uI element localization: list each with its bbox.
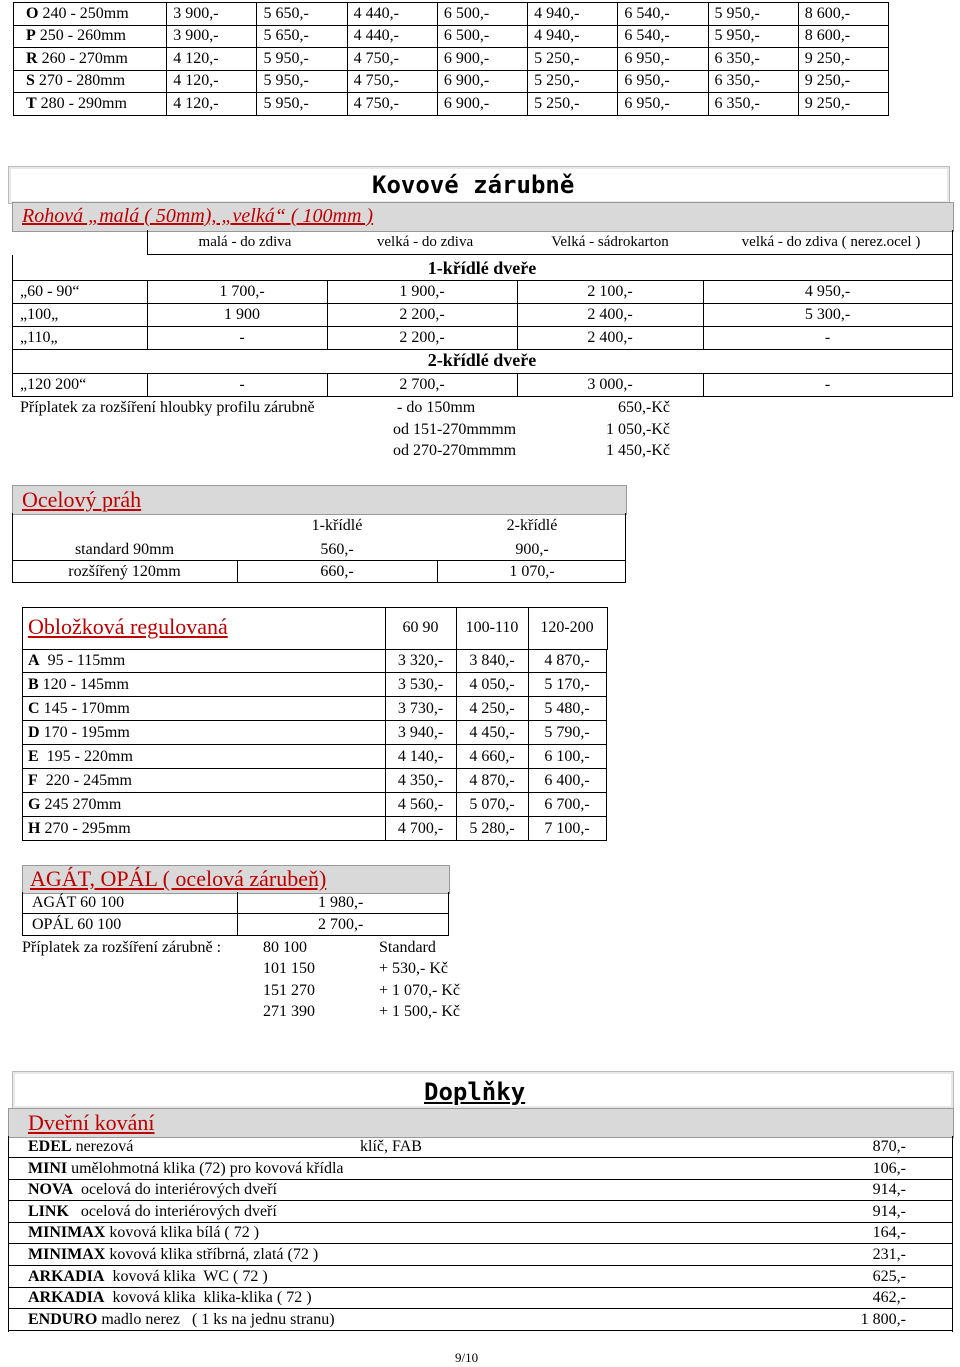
doplnky-row-line — [8, 1179, 953, 1180]
oblozkova-row-value: 4 250,- — [469, 700, 515, 717]
oblozkova-row-value: 6 400,- — [544, 772, 590, 789]
doplnky-row-line — [8, 1222, 953, 1223]
top-row-value: 6 350,- — [708, 70, 798, 93]
agat-surcharge-label: Příplatek za rozšíření zárubně : — [22, 939, 222, 956]
agat-surcharge-range-0: 80 100 — [263, 939, 307, 956]
doplnky-item-name: MINIMAX — [28, 1224, 106, 1242]
doplnky-item-name: ENDURO — [28, 1310, 98, 1328]
top-row-value: 6 900,- — [437, 93, 527, 116]
prah-row-1-v2: 1 070,- — [509, 563, 555, 580]
doplnky-item-label — [28, 1160, 344, 1178]
top-row-range: 270 - 280mm — [34, 72, 126, 90]
doplnky-item-label — [28, 1181, 277, 1199]
doplnky-subtitle: Dveřní kování — [28, 1110, 155, 1135]
doplnky-item-label — [28, 1311, 335, 1329]
oblozkova-row-letter: E — [28, 748, 39, 765]
oblozkova-row-value: 4 050,- — [469, 676, 515, 693]
agat-surcharge-price-2: + 1 070,- Kč — [379, 982, 461, 999]
agat-row-1-label: OPÁL 60 100 — [32, 916, 122, 933]
top-row-value: 6 350,- — [708, 48, 798, 71]
kovove-row-value: - — [239, 329, 245, 346]
kovove-col-nerez: velká - do zdiva ( nerez.ocel ) — [741, 234, 921, 250]
oblozkova-row-letter: C — [28, 700, 40, 717]
top-row-value: 5 950,- — [708, 25, 798, 48]
doplnky-item-price: 1 800,- — [860, 1310, 906, 1328]
page-number: 9/10 — [455, 1350, 479, 1365]
oblozkova-row-range: 95 - 115mm — [39, 652, 126, 669]
doplnky-item-price: 462,- — [872, 1289, 906, 1307]
oblozkova-col-1: 60 90 — [402, 619, 439, 636]
top-row-value: 6 350,- — [708, 93, 798, 116]
kovove-row-value: 2 700,- — [399, 376, 445, 393]
oblozkova-row-value: 5 170,- — [544, 676, 590, 693]
doplnky-item-desc: ocelová do interiérových dveří — [68, 1202, 277, 1220]
top-row-value: 6 540,- — [618, 3, 708, 26]
oblozkova-row-letter: G — [28, 796, 41, 813]
oblozkova-row-value: 3 320,- — [397, 652, 444, 669]
oblozkova-row-value: 4 450,- — [469, 724, 515, 741]
kovove-row-label: „100„ — [20, 306, 59, 323]
top-row-value: 8 600,- — [798, 3, 888, 26]
prah-col-1: 1-křídlé — [311, 517, 363, 534]
agat-row-1-price: 2 700,- — [318, 916, 364, 933]
oblozkova-row-value: 5 070,- — [469, 796, 515, 813]
oblozkova-row-range: 145 - 170mm — [39, 700, 130, 717]
doplnky-item-desc: kovová klika stříbrná, zlatá (72 ) — [105, 1246, 319, 1263]
top-row-value: 5 950,- — [708, 3, 798, 26]
top-row-value: 4 940,- — [528, 3, 618, 26]
top-row-value: 5 650,- — [257, 3, 347, 26]
agat-row-0-label: AGÁT 60 100 — [32, 894, 125, 911]
doplnky-item-price: 914,- — [872, 1181, 906, 1199]
agat-surcharge-range-3: 271 390 — [263, 1003, 315, 1020]
top-row-value: 3 900,- — [167, 3, 257, 26]
oblozkova-row-value: 3 840,- — [469, 652, 515, 669]
doplnky-item-name: ARKADIA — [28, 1267, 105, 1285]
doplnky-item-price: 870,- — [872, 1138, 906, 1155]
oblozkova-row-value: 7 100,- — [544, 820, 590, 837]
doplnky-item-label — [28, 1224, 259, 1242]
doplnky-item-desc: nerezová — [71, 1138, 134, 1155]
top-row-value: 4 440,- — [347, 3, 437, 26]
prah-row-1-v1: 660,- — [320, 563, 354, 580]
agat-surcharge-range-1: 101 150 — [263, 960, 315, 977]
top-row-value: 6 540,- — [618, 25, 708, 48]
oblozkova-row-value: 3 940,- — [397, 724, 444, 741]
top-row-value: 5 950,- — [257, 70, 347, 93]
top-row-value: 5 250,- — [528, 70, 618, 93]
oblozkova-row-value: 4 560,- — [397, 796, 444, 813]
oblozkova-row-value: 4 870,- — [469, 772, 515, 789]
prah-row-0-v1: 560,- — [320, 541, 354, 558]
oblozkova-row-range: 220 - 245mm — [37, 772, 132, 789]
doplnky-item-label — [28, 1246, 318, 1264]
agat-surcharge-price-0: Standard — [379, 939, 436, 956]
top-row-value: 4 750,- — [347, 93, 437, 116]
doplnky-item-name: EDEL — [28, 1138, 72, 1155]
kovove-row-value: 4 950,- — [804, 283, 851, 300]
kovove-row-value: - — [239, 376, 245, 393]
doplnky-item-extra: klíč, FAB — [360, 1138, 422, 1155]
top-row-letter: P — [26, 27, 36, 45]
top-row-value: 9 250,- — [798, 93, 888, 116]
oblozkova-row-letter: H — [28, 820, 41, 837]
top-row-value: 4 120,- — [167, 70, 257, 93]
kovove-surcharge-label: Příplatek za rozšíření hloubky profilu zárubně — [20, 399, 315, 416]
oblozkova-row-value: 6 100,- — [544, 748, 590, 765]
top-row-range: 260 - 270mm — [37, 49, 128, 67]
doplnky-item-name: NOVA — [28, 1181, 74, 1199]
prah-row-1-label: rozšířený 120mm — [68, 563, 181, 580]
kovove-surcharge-price-0: 650,-Kč — [618, 399, 670, 416]
kovove-row-label: „110„ — [20, 329, 58, 346]
oblozkova-row-range: 120 - 145mm — [38, 676, 129, 693]
kovove-row-value: 2 400,- — [587, 306, 633, 323]
doplnky-item-name: MINIMAX — [28, 1246, 106, 1263]
oblozkova-row-letter: B — [28, 676, 39, 693]
doplnky-item-desc: kovová klika klika-klika ( 72 ) — [104, 1289, 312, 1307]
top-row-value: 4 750,- — [347, 70, 437, 93]
oblozkova-row-value: 4 870,- — [544, 652, 590, 669]
oblozkova-row-value: 5 790,- — [544, 724, 590, 741]
doplnky-item-desc: ocelová do interiérových dveří — [73, 1181, 277, 1199]
oblozkova-col-3: 120-200 — [540, 619, 594, 636]
kovove-row-value: 3 000,- — [587, 376, 633, 393]
kovove-col-mala: malá - do zdiva — [198, 234, 292, 250]
kovove-row-label: „120 200“ — [20, 376, 87, 393]
top-row-value: 8 600,- — [798, 25, 888, 48]
oblozkova-title: Obložková regulovaná — [28, 614, 228, 639]
prah-title: Ocelový práh — [22, 487, 142, 512]
doplnky-item-label — [28, 1268, 268, 1286]
top-row-value: 6 900,- — [437, 70, 527, 93]
agat-surcharge-price-3: + 1 500,- Kč — [379, 1003, 461, 1020]
kovove-subtitle: Rohová „malá ( 50mm), „velká“ ( 100mm ) — [22, 205, 374, 227]
doplnky-row-line — [8, 1287, 953, 1288]
prah-col-2: 2-křídlé — [506, 517, 558, 534]
kovove-row-value: 2 200,- — [399, 306, 445, 323]
doplnky-item-name: LINK — [28, 1202, 69, 1220]
kovove-surcharge-range-2: od 270-270mmmm — [393, 442, 517, 459]
oblozkova-row-value: 3 730,- — [397, 700, 444, 717]
oblozkova-row-letter: D — [28, 724, 40, 741]
kovove-surcharge-price-1: 1 050,-Kč — [606, 421, 670, 438]
oblozkova-row-range: 245 270mm — [40, 796, 122, 813]
kovove-row-label: „60 - 90“ — [20, 283, 80, 300]
oblozkova-row-value: 3 530,- — [397, 676, 444, 693]
prah-row-0-label: standard 90mm — [74, 541, 175, 558]
top-row-value: 5 650,- — [257, 25, 347, 48]
oblozkova-row-range: 270 - 295mm — [40, 820, 131, 837]
doplnky-item-name: MINI — [28, 1159, 68, 1177]
top-row-value: 4 750,- — [347, 48, 437, 71]
oblozkova-row-value: 4 700,- — [397, 820, 444, 837]
kovove-row-value: 1 900,- — [399, 283, 445, 300]
doplnky-row-line — [8, 1308, 953, 1309]
doplnky-item-desc: umělohmotná klika (72) pro kovová křídla — [67, 1159, 344, 1177]
kovove-row-value: - — [824, 376, 831, 393]
oblozkova-row-value: 6 700,- — [544, 796, 590, 813]
doplnky-row-line — [8, 1265, 953, 1266]
doplnky-item-desc: madlo nerez ( 1 ks na jednu stranu) — [97, 1310, 335, 1328]
top-row-range: 280 - 290mm — [36, 94, 127, 112]
kovove-row-value: 2 200,- — [399, 329, 445, 346]
oblozkova-row-value: 4 660,- — [469, 748, 515, 765]
kovove-row-value: 1 900 — [224, 306, 260, 323]
top-row-value: 9 250,- — [798, 48, 888, 71]
oblozkova-row-value: 5 480,- — [544, 700, 590, 717]
doplnky-item-desc: kovová klika WC ( 72 ) — [104, 1267, 268, 1285]
top-row-range: 250 - 260mm — [35, 27, 126, 45]
top-row-value: 5 250,- — [528, 93, 618, 116]
agat-surcharge-price-1: + 530,- Kč — [379, 960, 449, 977]
top-row-value: 6 500,- — [437, 25, 527, 48]
one-wing-title: 1-křídlé dveře — [427, 258, 537, 278]
top-row-value: 4 120,- — [167, 93, 257, 116]
top-row-value: 6 500,- — [437, 3, 527, 26]
oblozkova-row-value: 4 350,- — [397, 772, 444, 789]
doplnky-item-label — [28, 1138, 133, 1156]
kovove-col-sadrokarton: Velká - sádrokarton — [551, 234, 669, 250]
top-row-value: 5 250,- — [528, 48, 618, 71]
doplnky-item-price: 164,- — [872, 1224, 906, 1242]
top-row-value: 4 940,- — [528, 25, 618, 48]
kovove-surcharge-range-1: od 151-270mmmm — [393, 421, 517, 438]
kovove-title: Kovové zárubně — [372, 171, 575, 199]
doplnky-title: Doplňky — [424, 1078, 526, 1106]
doplnky-item-name: ARKADIA — [28, 1289, 105, 1307]
doplnky-item-label — [28, 1289, 312, 1307]
top-row-value: 6 950,- — [618, 93, 708, 116]
agat-row-0-price: 1 980,- — [318, 894, 364, 911]
oblozkova-row-letter: F — [28, 772, 38, 789]
kovove-row-value: 5 300,- — [804, 306, 851, 323]
kovove-col-velka: velká - do zdiva — [376, 234, 474, 250]
kovove-row-value: - — [824, 329, 831, 346]
oblozkova-row-range: 195 - 220mm — [38, 748, 133, 765]
top-row-value: 5 950,- — [257, 93, 347, 116]
top-row-letter: S — [26, 72, 35, 90]
oblozkova-row-value: 4 140,- — [397, 748, 444, 765]
top-row-value: 3 900,- — [167, 25, 257, 48]
doplnky-item-price: 914,- — [872, 1202, 906, 1220]
two-wing-title: 2-křídlé dveře — [427, 350, 537, 370]
doplnky-row-line — [8, 1330, 953, 1331]
top-row-value: 4 120,- — [167, 48, 257, 71]
top-row-range: 240 - 250mm — [38, 4, 129, 22]
top-row-letter: O — [26, 4, 39, 22]
doplnky-item-price: 625,- — [872, 1267, 906, 1285]
doplnky-item-price: 106,- — [872, 1159, 906, 1177]
top-row-value: 6 950,- — [618, 48, 708, 71]
top-row-value: 6 900,- — [437, 48, 527, 71]
kovove-row-value: 2 100,- — [587, 283, 633, 300]
top-row-value: 9 250,- — [798, 70, 888, 93]
doplnky-item-desc: kovová klika bílá ( 72 ) — [105, 1224, 260, 1242]
top-row-value: 4 440,- — [347, 25, 437, 48]
doplnky-row-line — [8, 1157, 953, 1158]
doplnky-row-line — [8, 1200, 953, 1201]
kovove-surcharge-range-0: - do 150mm — [397, 399, 476, 416]
prah-row-0-v2: 900,- — [515, 541, 549, 558]
doplnky-row-line — [8, 1243, 953, 1244]
doplnky-item-label — [28, 1203, 277, 1221]
kovove-row-value: 2 400,- — [587, 329, 633, 346]
top-row-letter: T — [26, 94, 37, 112]
top-row-value: 6 950,- — [618, 70, 708, 93]
agat-surcharge-range-2: 151 270 — [263, 982, 315, 999]
top-row-value: 5 950,- — [257, 48, 347, 71]
oblozkova-row-value: 5 280,- — [469, 820, 515, 837]
doplnky-item-price: 231,- — [872, 1246, 906, 1263]
top-row-letter: R — [26, 49, 38, 67]
kovove-row-value: 1 700,- — [219, 283, 265, 300]
oblozkova-col-2: 100-110 — [465, 619, 519, 636]
oblozkova-row-letter: A — [28, 652, 40, 669]
oblozkova-row-range: 170 - 195mm — [39, 724, 130, 741]
agat-title: AGÁT, OPÁL ( ocelová zárubeň) — [30, 866, 327, 891]
kovove-surcharge-price-2: 1 450,-Kč — [606, 442, 670, 459]
